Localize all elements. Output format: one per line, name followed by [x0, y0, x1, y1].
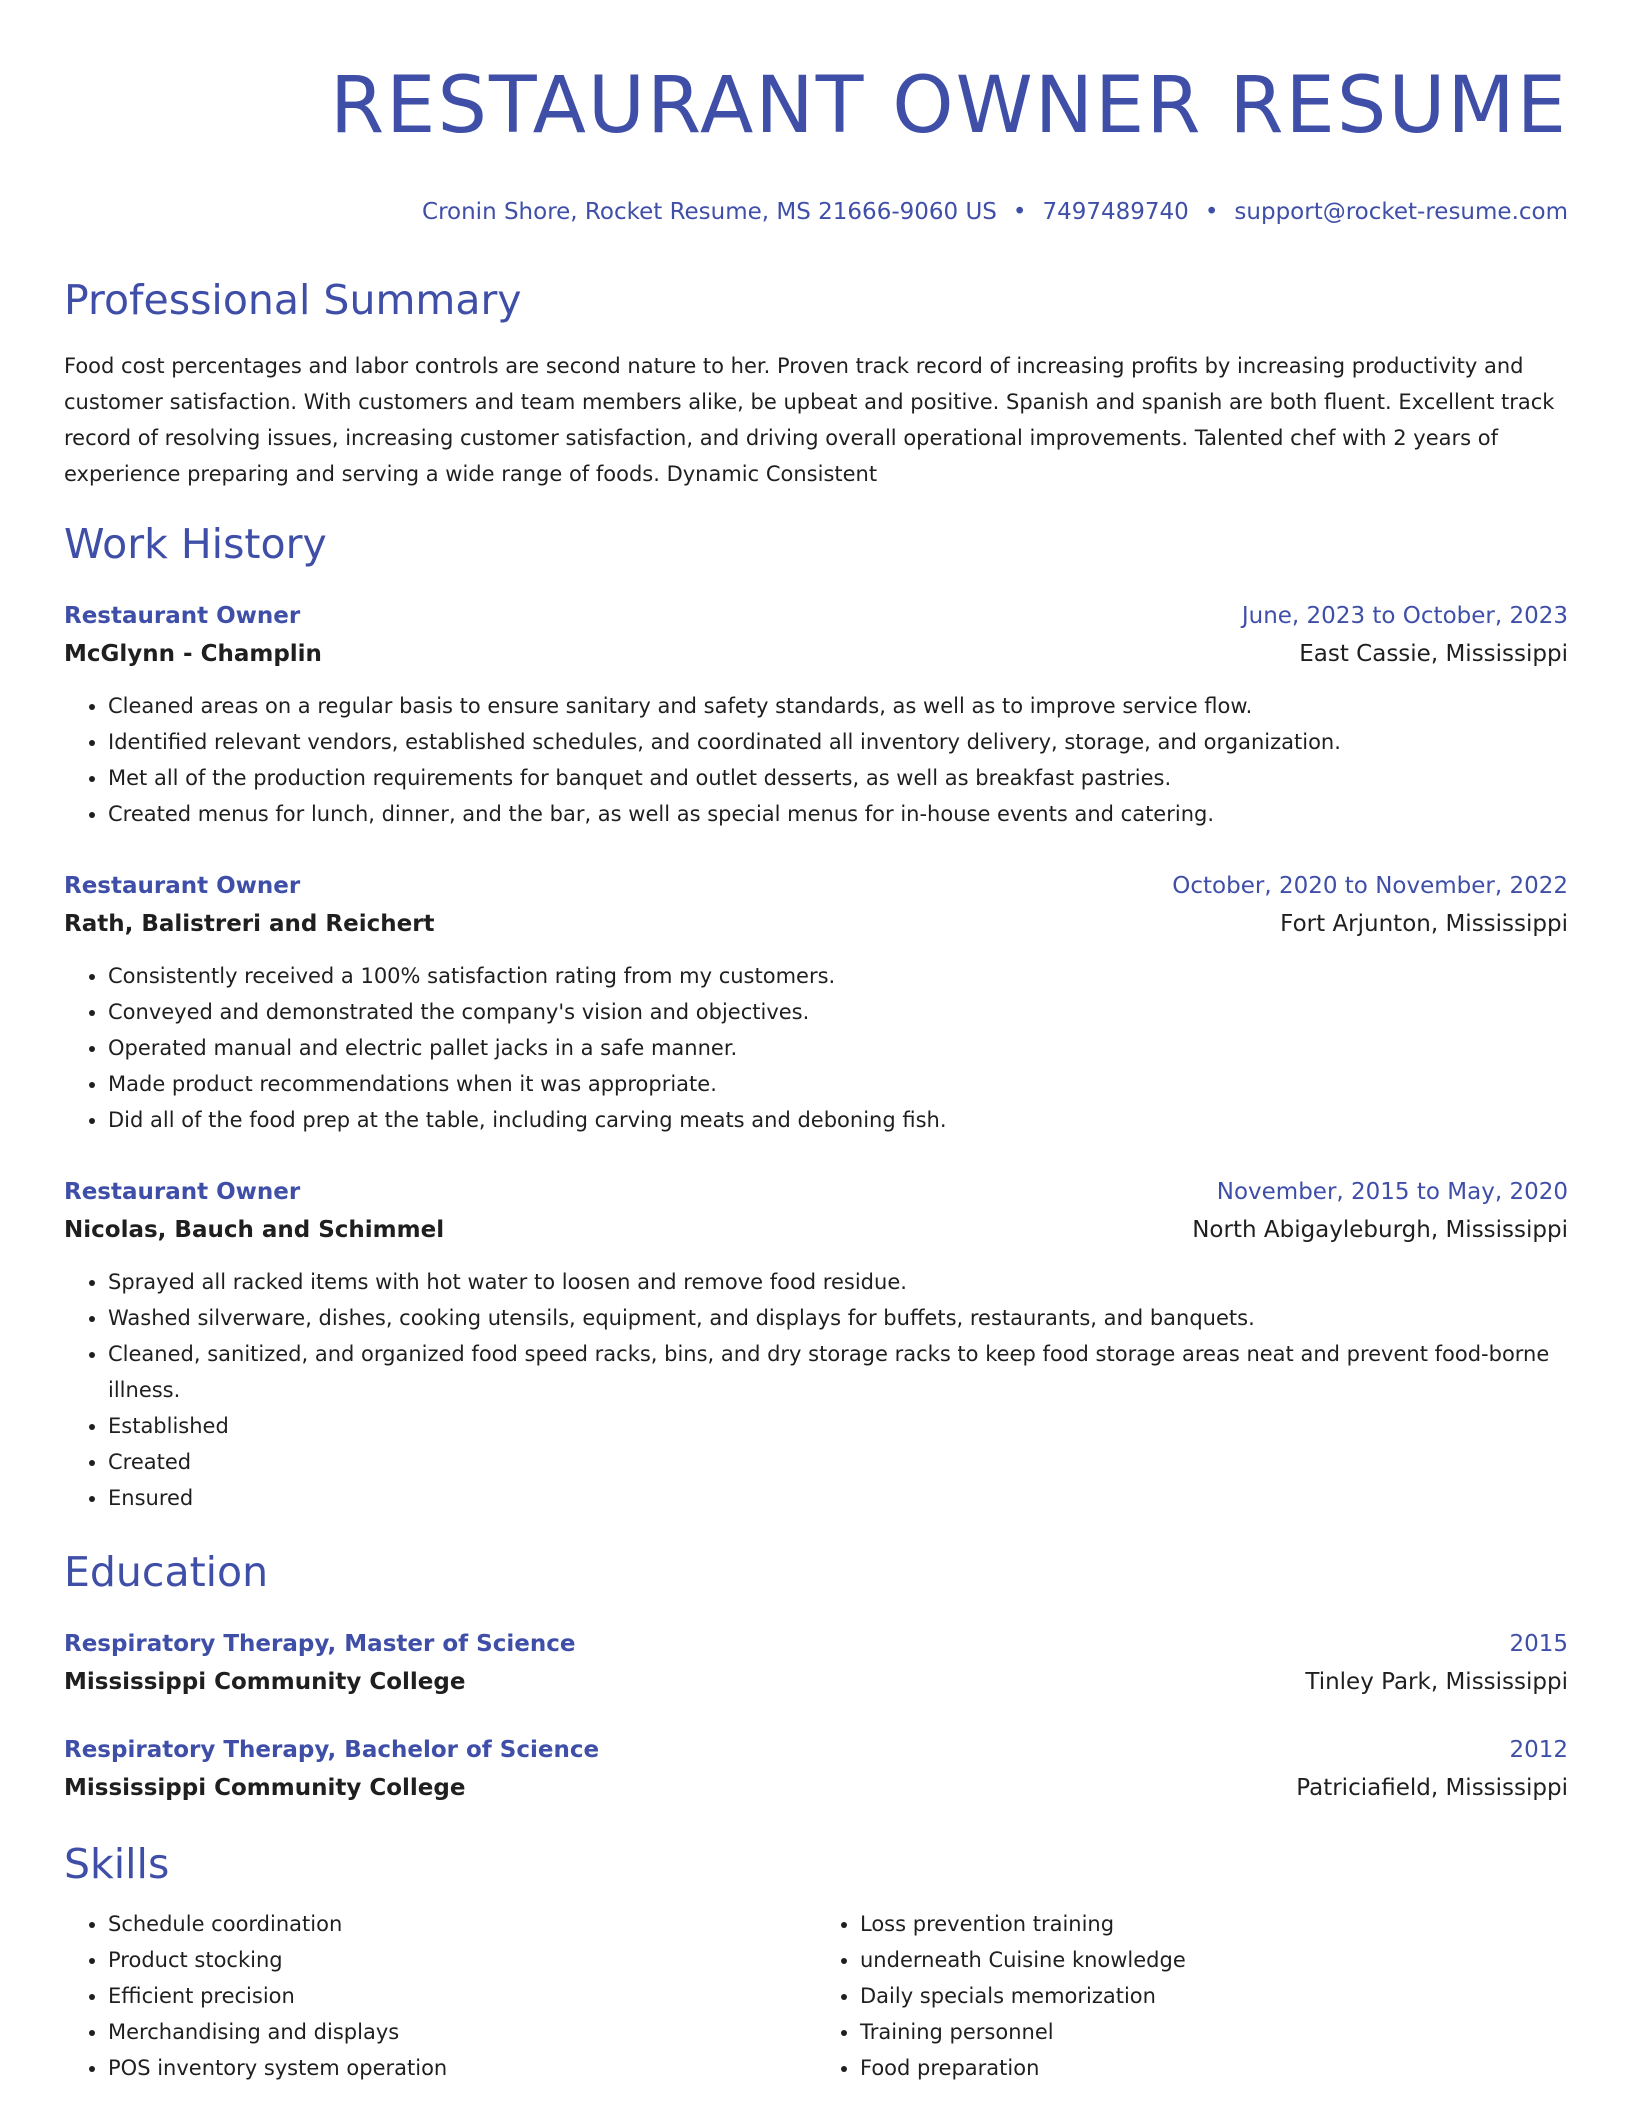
skills-column-right: [816, 1906, 1568, 2086]
resume-title: RESTAURANT OWNER RESUME: [329, 61, 1568, 151]
job-title-row: [64, 598, 1568, 634]
job-title-row: [64, 1174, 1568, 1210]
skill-item: • Efficient precision: [108, 1978, 816, 2014]
skill-item: • Product stocking: [108, 1942, 816, 1978]
contact-email[interactable]: support@rocket-resume.com: [1234, 199, 1568, 225]
work-history-heading: Work History: [64, 520, 327, 568]
education-year: 2012: [1509, 1737, 1568, 1763]
education-degree-row: [64, 1626, 1568, 1662]
summary-heading: Professional Summary: [64, 276, 522, 324]
job-role: Restaurant Owner: [64, 873, 301, 899]
skill-item: • Training personnel: [860, 2014, 1568, 2050]
education-degree: Respiratory Therapy, Master of Science: [64, 1631, 576, 1657]
job-entry: [64, 1174, 1568, 1516]
skills-grid: [64, 1906, 1568, 2086]
job-dates: October, 2020 to November, 2022: [1172, 873, 1568, 899]
job-bullet: • Created menus for lunch, dinner, and the bar, as well as special menus for in-house events and catering.: [108, 796, 1568, 832]
job-location: East Cassie, Mississippi: [1299, 641, 1568, 667]
education-degree-row: [64, 1732, 1568, 1768]
job-bullet: • Consistently received a 100% satisfaction rating from my customers.: [108, 958, 1568, 994]
education-year: 2015: [1509, 1631, 1568, 1657]
job-bullets: [64, 688, 1568, 832]
job-location: North Abigayleburgh, Mississippi: [1192, 1217, 1568, 1243]
education-heading: Education: [64, 1548, 269, 1596]
skill-item: • underneath Cuisine knowledge: [860, 1942, 1568, 1978]
job-bullet: • Established: [108, 1408, 1568, 1444]
skill-item: • Food preparation: [860, 2050, 1568, 2086]
skill-item: • Daily specials memorization: [860, 1978, 1568, 2014]
job-bullet: • Operated manual and electric pallet jacks in a safe manner.: [108, 1030, 1568, 1066]
job-title-row: [64, 868, 1568, 904]
job-bullet: • Created: [108, 1444, 1568, 1480]
education-location: Patriciafield, Mississippi: [1296, 1775, 1568, 1801]
job-bullet: • Conveyed and demonstrated the company's vision and objectives.: [108, 994, 1568, 1030]
education-school-row: [64, 1662, 1568, 1702]
education-entry: [64, 1626, 1568, 1702]
job-location: Fort Arjunton, Mississippi: [1280, 911, 1568, 937]
job-company: Rath, Balistreri and Reichert: [64, 911, 435, 937]
job-bullet: • Met all of the production requirements for banquet and outlet desserts, as well as breakfast pastries.: [108, 760, 1568, 796]
skills-column-left: [64, 1906, 816, 2086]
job-entry: [64, 868, 1568, 1138]
job-bullet: • Identified relevant vendors, established schedules, and coordinated all inventory delivery, storage, and organization.: [108, 724, 1568, 760]
job-bullet: • Cleaned areas on a regular basis to ensure sanitary and safety standards, as well as to improve service flow.: [108, 688, 1568, 724]
education-degree: Respiratory Therapy, Bachelor of Science: [64, 1737, 600, 1763]
contact-address: Cronin Shore, Rocket Resume, MS 21666-9060 US: [422, 199, 997, 225]
contact-separator: •: [1012, 199, 1027, 225]
job-bullet: • Ensured: [108, 1480, 1568, 1516]
education-school: Mississippi Community College: [64, 1775, 466, 1801]
job-company-row: [64, 1210, 1568, 1250]
job-bullet: • Made product recommendations when it was appropriate.: [108, 1066, 1568, 1102]
summary-text: Food cost percentages and labor controls are second nature to her. Proven track record of increasing profits by increasing productivity and customer satisfaction. With customers and team members alike, be upbeat and positive. Spanish and spanish are both fluent. Excellent track record of resolving issues, increasing customer satisfaction, and driving overall operational improvements. Talented chef with 2 years of experience preparing and serving a wide range of foods. Dynamic Consistent: [64, 354, 1555, 486]
job-bullets: [64, 958, 1568, 1138]
education-school-row: [64, 1768, 1568, 1808]
job-entry: [64, 598, 1568, 832]
job-role: Restaurant Owner: [64, 1179, 301, 1205]
education-location: Tinley Park, Mississippi: [1305, 1669, 1568, 1695]
job-company: McGlynn - Champlin: [64, 641, 322, 667]
contact-line: [64, 196, 1568, 228]
skill-item: • Merchandising and displays: [108, 2014, 816, 2050]
skills-heading: Skills: [64, 1840, 170, 1888]
job-dates: June, 2023 to October, 2023: [1241, 603, 1568, 629]
job-company-row: [64, 634, 1568, 674]
job-company: Nicolas, Bauch and Schimmel: [64, 1217, 445, 1243]
skill-item: • Schedule coordination: [108, 1906, 816, 1942]
skill-item: • POS inventory system operation: [108, 2050, 816, 2086]
job-bullets: [64, 1264, 1568, 1516]
job-role: Restaurant Owner: [64, 603, 301, 629]
job-bullet: • Washed silverware, dishes, cooking utensils, equipment, and displays for buffets, restaurants, and banquets.: [108, 1300, 1568, 1336]
education-school: Mississippi Community College: [64, 1669, 466, 1695]
contact-phone: 7497489740: [1042, 199, 1189, 225]
contact-separator: •: [1204, 199, 1219, 225]
job-company-row: [64, 904, 1568, 944]
job-bullet: • Sprayed all racked items with hot water to loosen and remove food residue.: [108, 1264, 1568, 1300]
education-entry: [64, 1732, 1568, 1808]
job-bullet: • Cleaned, sanitized, and organized food speed racks, bins, and dry storage racks to keep food storage areas neat and prevent food-borne illness.: [108, 1336, 1568, 1408]
job-dates: November, 2015 to May, 2020: [1216, 1179, 1568, 1205]
skill-item: • Loss prevention training: [860, 1906, 1568, 1942]
job-bullet: • Did all of the food prep at the table, including carving meats and deboning fish.: [108, 1102, 1568, 1138]
